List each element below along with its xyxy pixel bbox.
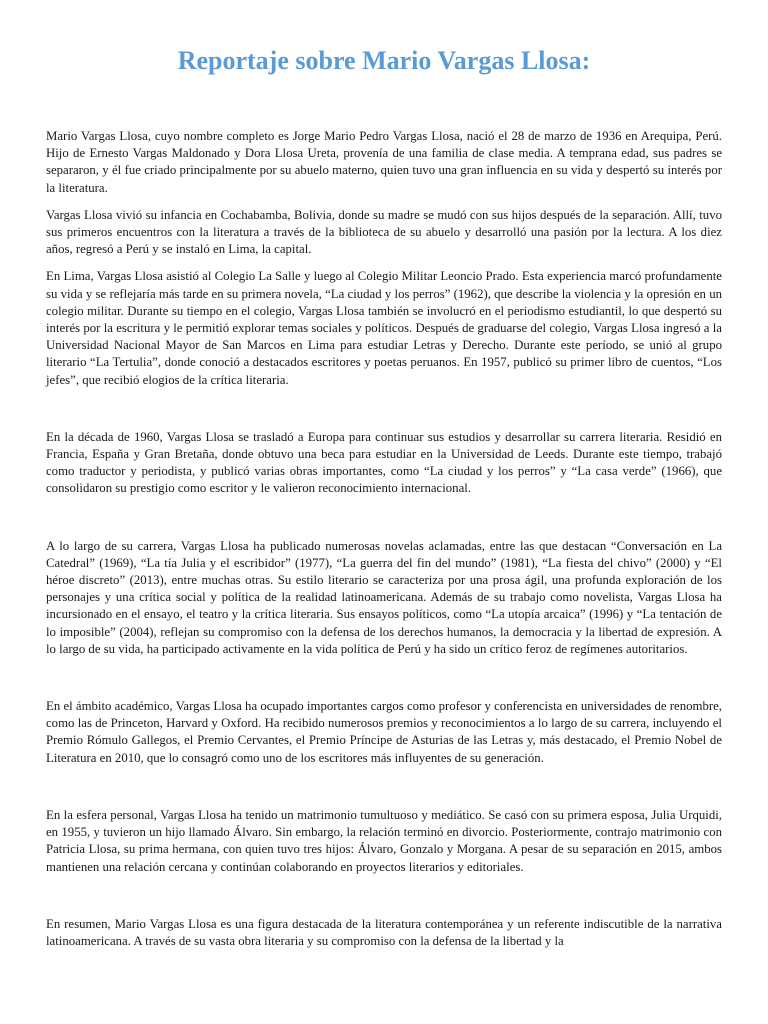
- page-title: Reportaje sobre Mario Vargas Llosa:: [177, 46, 591, 75]
- paragraph-personal: En la esfera personal, Vargas Llosa ha tenido un matrimonio tumultuoso y mediático. Se casó con su primera esposa, Julia Urquidi, en 1955, y tuvieron un hijo llamado Álvaro. Sin embargo, la relación terminó en divorcio. Posteriormente, contrajo matrimonio con Patricia Llosa, su prima hermana, con quien tuvo tres hijos: Álvaro, Gonzalo y Morgana. A pesar de su separación en 2015, ambos mantienen una relación cercana y continúan colaborando en proyectos literarios y editoriales.: [46, 807, 722, 874]
- paragraph-childhood: Vargas Llosa vivió su infancia en Cochabamba, Bolivia, donde su madre se mudó con sus hijos después de la separación. Allí, tuvo sus primeros encuentros con la literatura a través de la biblioteca de su abuelo y desarrolló una pasión por la lectura. A los diez años, regresó a Perú y se instaló en Lima, la capital.: [46, 207, 722, 257]
- paragraph-summary: En resumen, Mario Vargas Llosa es una figura destacada de la literatura contemporánea y un referente indiscutible de la narrativa latinoamericana. A través de su vasta obra literaria y su compromiso con la defensa de la libertad y la: [46, 916, 722, 948]
- paragraph-europe: En la década de 1960, Vargas Llosa se trasladó a Europa para continuar sus estudios y desarrollar su carrera literaria. Residió en Francia, España y Gran Bretaña, donde obtuvo una beca para estudiar en la Universidad de Leeds. Durante este tiempo, trabajó como traductor y periodista, y publicó varias obras importantes, como “La ciudad y los perros” y “La casa verde” (1966), que consolidaron su prestigio como escritor y le valieron reconocimiento internacional.: [46, 429, 722, 496]
- paragraph-education: En Lima, Vargas Llosa asistió al Colegio La Salle y luego al Colegio Militar Leoncio Prado. Esta experiencia marcó profundamente su vida y se reflejaría más tarde en su primera novela, “La ciudad y los perros” (1962), que describe la violencia y la opresión en un colegio militar. Durante su tiempo en el colegio, Vargas Llosa también se involucró en el periodismo estudiantil, lo que despertó su interés por la escritura y le permitió explorar temas sociales y políticos. Después de graduarse del colegio, Vargas Llosa ingresó a la Universidad Nacional Mayor de San Marcos en Lima para estudiar Letras y Derecho. Durante este período, se unió al grupo literario “La Tertulia”, donde conoció a destacados escritores y poetas peruanos. En 1957, publicó su primer libro de cuentos, “Los jefes”, que recibió elogios de la crítica literaria.: [46, 269, 722, 387]
- paragraph-career: A lo largo de su carrera, Vargas Llosa ha publicado numerosas novelas aclamadas, entre las que destacan “Conversación en La Catedral” (1969), “La tía Julia y el escribidor” (1977), “La guerra del fin del mundo” (1981), “La fiesta del chivo” (2000) y “El héroe discreto” (2013), entre muchas otras. Su estilo literario se caracteriza por una prosa ágil, una profunda exploración de los personajes y una crítica social y política de la realidad latinoamericana. Además de su trabajo como novelista, Vargas Llosa ha incursionado en el ensayo, el teatro y la crítica literaria. Sus ensayos políticos, como “La utopía arcaica” (1996) y “La tentación de lo imposible” (2004), reflejan su compromiso con la defensa de los derechos humanos, la democracia y la libertad de expresión. A lo largo de su vida, ha participado activamente en la vida política de Perú y ha sido un crítico feroz de regímenes autoritarios.: [46, 538, 722, 656]
- paragraph-birth: Mario Vargas Llosa, cuyo nombre completo es Jorge Mario Pedro Vargas Llosa, nació el 28 de marzo de 1936 en Arequipa, Perú. Hijo de Ernesto Vargas Maldonado y Dora Llosa Ureta, provenía de una familia de clase media. A temprana edad, sus padres se separaron, y él fue criado principalmente por su abuelo materno, quien tuvo una gran influencia en su vida y despertó su interés por la literatura.: [46, 129, 722, 195]
- document-body: [46, 128, 722, 950]
- paragraph-academic: En el ámbito académico, Vargas Llosa ha ocupado importantes cargos como profesor y conferencista en universidades de renombre, como las de Princeton, Harvard y Oxford. Ha recibido numerosos premios y reconocimientos a lo largo de su carrera, incluyendo el Premio Rómulo Gallegos, el Premio Cervantes, el Premio Príncipe de Asturias de las Letras y, más destacado, el Premio Nobel de Literatura en 2010, que lo consagró como uno de los escritores más influyentes de su generación.: [46, 699, 722, 765]
